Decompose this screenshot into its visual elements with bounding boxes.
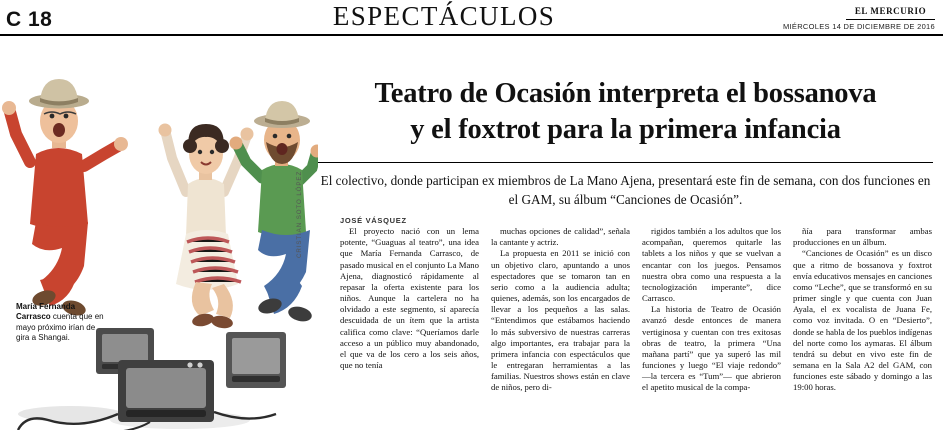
caption-text: cuenta que en mayo próximo irían de gira a Shangai. <box>16 312 104 343</box>
body-column-3 <box>642 226 781 422</box>
body-column-1 <box>340 226 479 422</box>
paper-date: MIÉRCOLES 14 DE DICIEMBRE DE 2016 <box>782 21 935 31</box>
article-headline <box>318 76 933 149</box>
section-title: ESPECTÁCULOS <box>332 1 556 31</box>
article-photo <box>0 42 318 430</box>
paper-name: EL MERCURIO <box>846 6 935 19</box>
paragraph: ñía para transformar ambas producciones en un álbum. <box>793 226 932 248</box>
masthead <box>0 0 943 36</box>
page-folio: C 18 <box>6 8 53 31</box>
performer-left <box>2 79 128 318</box>
headline-divider <box>318 162 933 163</box>
article-subhead: El colectivo, donde participan ex miembros de La Mano Ajena, presentará este fin de semana, con dos funciones en el GAM, su álbum “Canciones de Ocasión”. <box>320 172 931 208</box>
masthead-right <box>728 6 943 32</box>
paragraph: La propuesta en 2011 se inició con un objetivo claro, apuntando a unos espectadores que se tomaron tan en serio como a la audiencia adulta; quienes, además, son los encargados de llevar a los pequeños a las salas. “Entendimos que estábamos haciendo lo más subversivo de nuestras carreras algo importantes, era trabajar para la primera infancia con espectáculos que le entregaran herramientas a las familias. Nuestros shows están en clave de niños, pero di- <box>491 248 630 393</box>
paragraph: rigidos también a los adultos que los acompañan, queremos quitarle las tablets a los niños y que se vuelvan a encantar con los juegos. Pensamos nuestra obra como una respuesta a la tecnologización imperante”, dice Carrasco. <box>642 226 781 304</box>
headline-area <box>318 76 933 209</box>
photo-credit: CRISTIAN SOTO LÓPEZ <box>296 170 303 258</box>
article-body <box>340 226 933 422</box>
paragraph: muchas opciones de calidad”, señala la cantante y actriz. <box>491 226 630 248</box>
photo-caption <box>16 302 110 344</box>
article-byline: JOSÉ VÁSQUEZ <box>340 216 407 225</box>
paragraph: “Canciones de Ocasión” es un disco que a ritmo de bossanova y foxtrot envía educativos mensajes en canciones como “Leche”, que se transformó en su primer single y que cuenta con Juan Ayala, el ex vocalista de Juana Fe, como voz invitada. O en “Desierto”, donde se habla de los pueblos indígenas del norte como los aymaras. El álbum tendrá su debut en vivo este fin de semana en la Sala A2 del GAM, con funciones este sábado y domingo a las 19:00 horas. <box>793 248 932 393</box>
paragraph: La historia de Teatro de Ocasión avanzó desde entonces de manera vertiginosa y cuentan con tres exitosas obras de teatro, la primera “Una mañana partí” que ya superó las mil funciones y luego “El viaje redondo” —la tercera es “Tum”— que abrieron el apetito musical de la compa- <box>642 304 781 393</box>
headline-line-1: Teatro de Ocasión interpreta el bossanova <box>374 78 877 109</box>
caption-subject: María Fernanda Carrasco <box>16 302 76 322</box>
paragraph: El proyecto nació con un lema potente, “Guaguas al teatro”, una idea que María Fernanda Carrasco, de pasado musical en el conjunto La Mano Ajena, diagnosticó rápidamente al repasar la oferta existente para los niños. Aunque la cartelera no ha olvidado a este segmento, sí aparecía descuidada de un ítem que la artista califica como clave: “Queríamos darle acceso a un público muy abandonado, el que va de los cero a los seis años, que no tenía <box>340 226 479 371</box>
body-column-2 <box>491 226 630 422</box>
headline-line-2: y el foxtrot para la primera infancia <box>410 114 841 146</box>
body-column-4 <box>793 226 932 422</box>
